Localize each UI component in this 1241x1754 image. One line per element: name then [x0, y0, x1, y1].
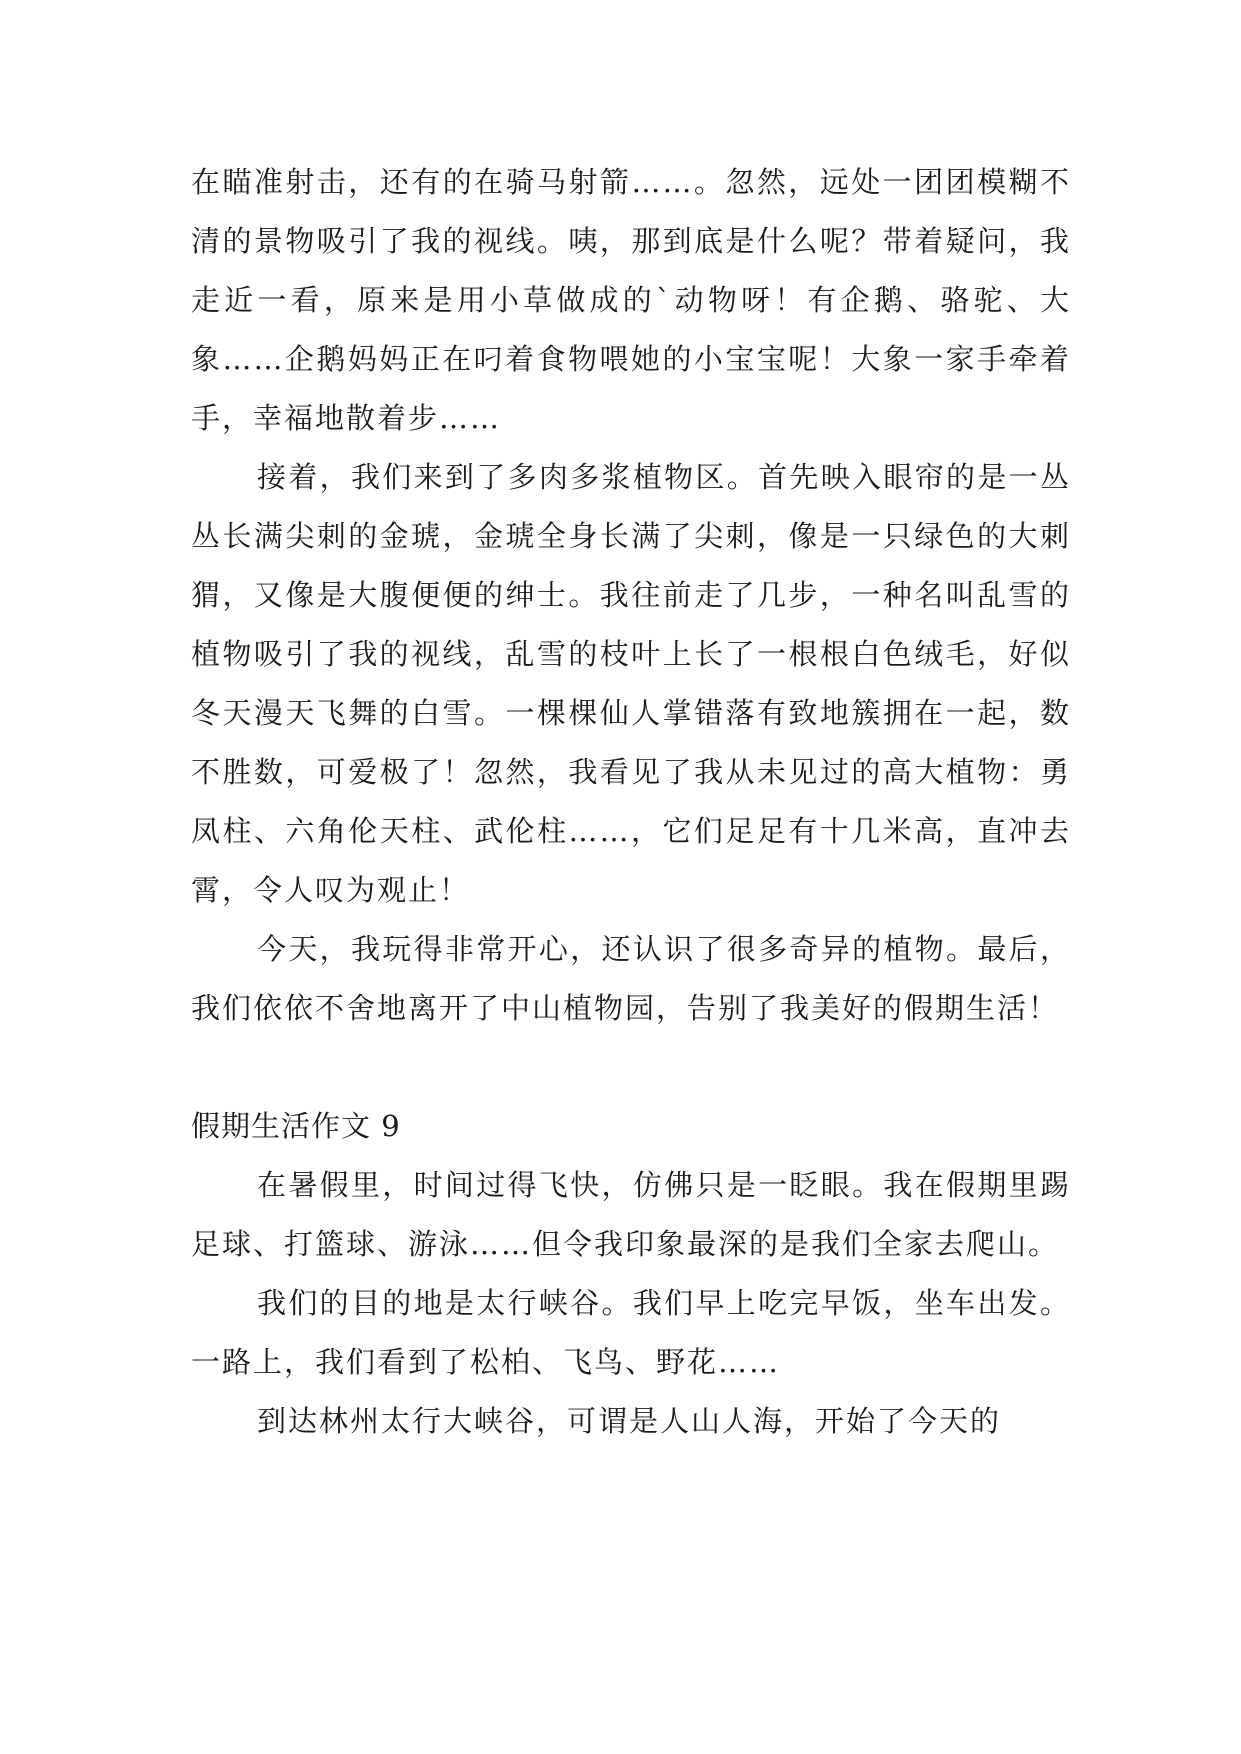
paragraph-destination: 我们的目的地是太行峡谷。我们早上吃完早饭，坐车出发。一路上，我们看到了松柏、飞鸟、野花……	[191, 1286, 1071, 1379]
paragraph-summer: 在暑假里，时间过得飞快，仿佛只是一眨眼。我在假期里踢足球、打篮球、游泳……但令我印象最深的是我们全家去爬山。	[191, 1168, 1071, 1261]
paragraph-arrival: 到达林州太行大峡谷，可谓是人山人海，开始了今天的	[257, 1404, 1002, 1438]
paragraph-continued: 在瞄准射击，还有的在骑马射箭……。忽然，远处一团团模糊不清的景物吸引了我的视线。咦，那到底是什么呢？带着疑问，我走近一看，原来是用小草做成的`动物呀！有企鹅、骆驼、大象……企鹅妈妈正在叼着食物喂她的小宝宝呢！大象一家手牵着手，幸福地散着步……	[191, 165, 1071, 435]
section-title: 假期生活作文 9	[191, 1109, 401, 1143]
paragraph-succulent-area: 接着，我们来到了多肉多浆植物区。首先映入眼帘的是一丛丛长满尖刺的金琥，金琥全身长满了尖刺，像是一只绿色的大刺猬，又像是大腹便便的绅士。我往前走了几步，一种名叫乱雪的植物吸引了我的视线，乱雪的枝叶上长了一根根白色绒毛，好似冬天漫天飞舞的白雪。一棵棵仙人掌错落有致地簇拥在一起，数不胜数，可爱极了！忽然，我看见了我从未见过的高大植物：勇凤柱、六角伦天柱、武伦柱……，它们足足有十几米高，直冲去霄，令人叹为观止！	[191, 460, 1071, 907]
document-body	[191, 153, 1071, 1451]
paragraph-conclusion: 今天，我玩得非常开心，还认识了很多奇异的植物。最后，我们依依不舍地离开了中山植物园，告别了我美好的假期生活！	[191, 932, 1071, 1025]
